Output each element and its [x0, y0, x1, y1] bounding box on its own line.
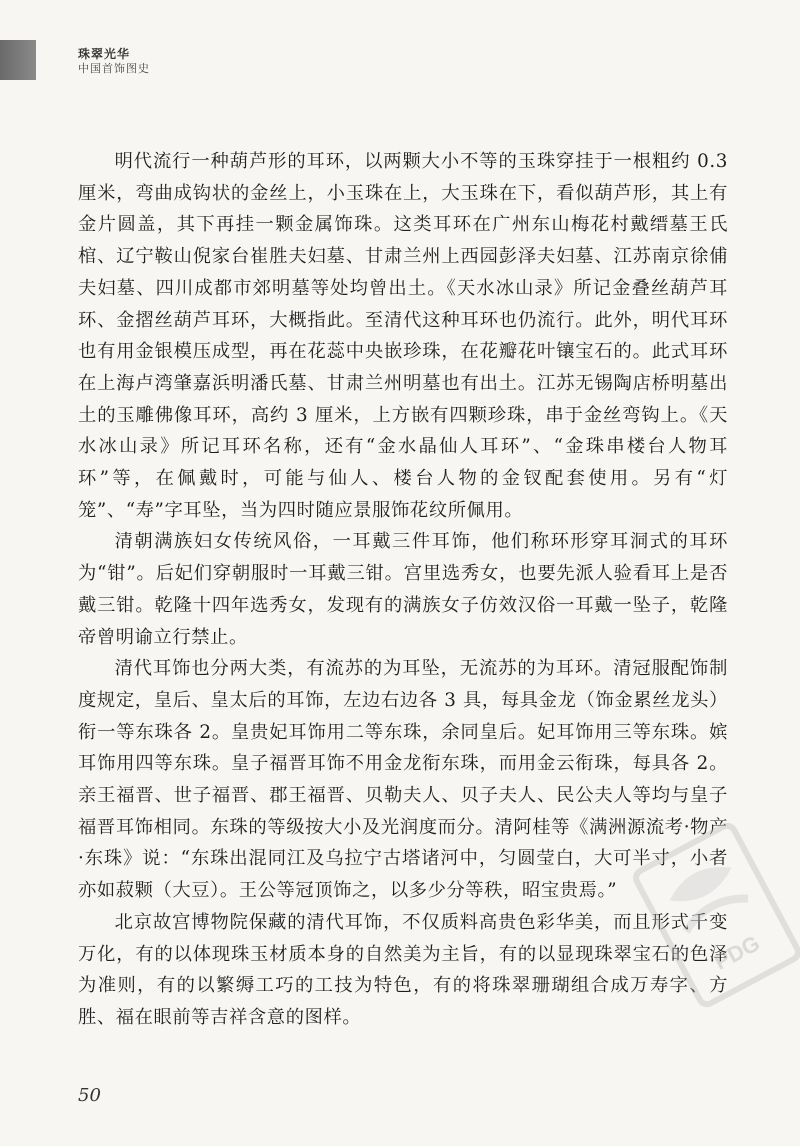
paragraph-2: 清朝满族妇女传统风俗，一耳戴三件耳饰，他们称环形穿耳洞式的耳环为“钳”。后妃们穿朝服时一耳戴三钳。宫里选秀女，也要先派人验看耳上是否戴三钳。乾隆十四年选秀女，发现有的满族女子仿效汉俗一耳戴一坠子，乾隆帝曾明谕立行禁止。	[78, 531, 728, 648]
series-title: 珠翠光华	[78, 47, 131, 61]
paragraph-3: 清代耳饰也分两大类，有流苏的为耳坠，无流苏的为耳环。清冠服配饰制度规定，皇后、皇太后的耳饰，左边右边各 3 具，每具金龙（饰金累丝龙头）衔一等东珠各 2。皇贵妃耳饰用二等东珠，余同皇后。妃耳饰用三等东珠。嫔耳饰用四等东珠。皇子福晋耳饰不用金龙衔东珠，而用金云衔珠，每具各 2。亲王福晋、世子福晋、郡王福晋、贝勒夫人、贝子夫人、民公夫人等均与皇子福晋耳饰相同。东珠的等级按大小及光润度而分。清阿桂等《满洲源流考·物产·东珠》说：“东珠出混同江及乌拉宁古塔诸河中，匀圆莹白，大可半寸，小者亦如菽颗（大豆）。王公等冠顶饰之，以多少分等秩，昭宝贵焉。”	[78, 658, 728, 902]
page-number: 50	[78, 1085, 101, 1106]
running-header	[78, 46, 150, 77]
book-title: 中国首饰图史	[78, 62, 150, 76]
watermark-label: PDG	[710, 930, 764, 975]
paragraph-4: 北京故宫博物院保藏的清代耳饰，不仅质料高贵色彩华美，而且形式千变万化，有的以体现珠玉材质本身的自然美为主旨，有的以显现珠翠宝石的色泽为准则，有的以繁缛工巧的工技为特色，有的将珠翠珊瑚组合成万寿字、方胜、福在眼前等吉祥含意的图样。	[78, 911, 728, 1028]
corner-tab-decoration	[0, 40, 36, 80]
paragraph-1: 明代流行一种葫芦形的耳环，以两颗大小不等的玉珠穿挂于一根粗约 0.3 厘米，弯曲成钩状的金丝上，小玉珠在上，大玉珠在下，看似葫芦形，其上有金片圆盖，其下再挂一颗金属饰珠。这类耳环在广州东山梅花村戴缙墓王氏棺、辽宁鞍山倪家台崔胜夫妇墓、甘肃兰州上西园彭泽夫妇墓、江苏南京徐俌夫妇墓、四川成都市郊明墓等处均曾出土。《天水冰山录》所记金叠丝葫芦耳环、金摺丝葫芦耳环，大概指此。至清代这种耳环也仍流行。此外，明代耳环也有用金银模压成型，再在花蕊中央嵌珍珠，在花瓣花叶镶宝石的。此式耳环在上海卢湾肇嘉浜明潘氏墓、甘肃兰州明墓也有出土。江苏无锡陶店桥明墓出土的玉雕佛像耳环，高约 3 厘米，上方嵌有四颗珍珠，串于金丝弯钩上。《天水冰山录》所记耳环名称，还有“金水晶仙人耳环”、“金珠串楼台人物耳环”等，在佩戴时，可能与仙人、楼台人物的金钗配套使用。另有“灯笼”、“寿”字耳坠，当为四时随应景服饰花纹所佩用。	[78, 151, 728, 521]
main-text	[78, 146, 728, 1034]
